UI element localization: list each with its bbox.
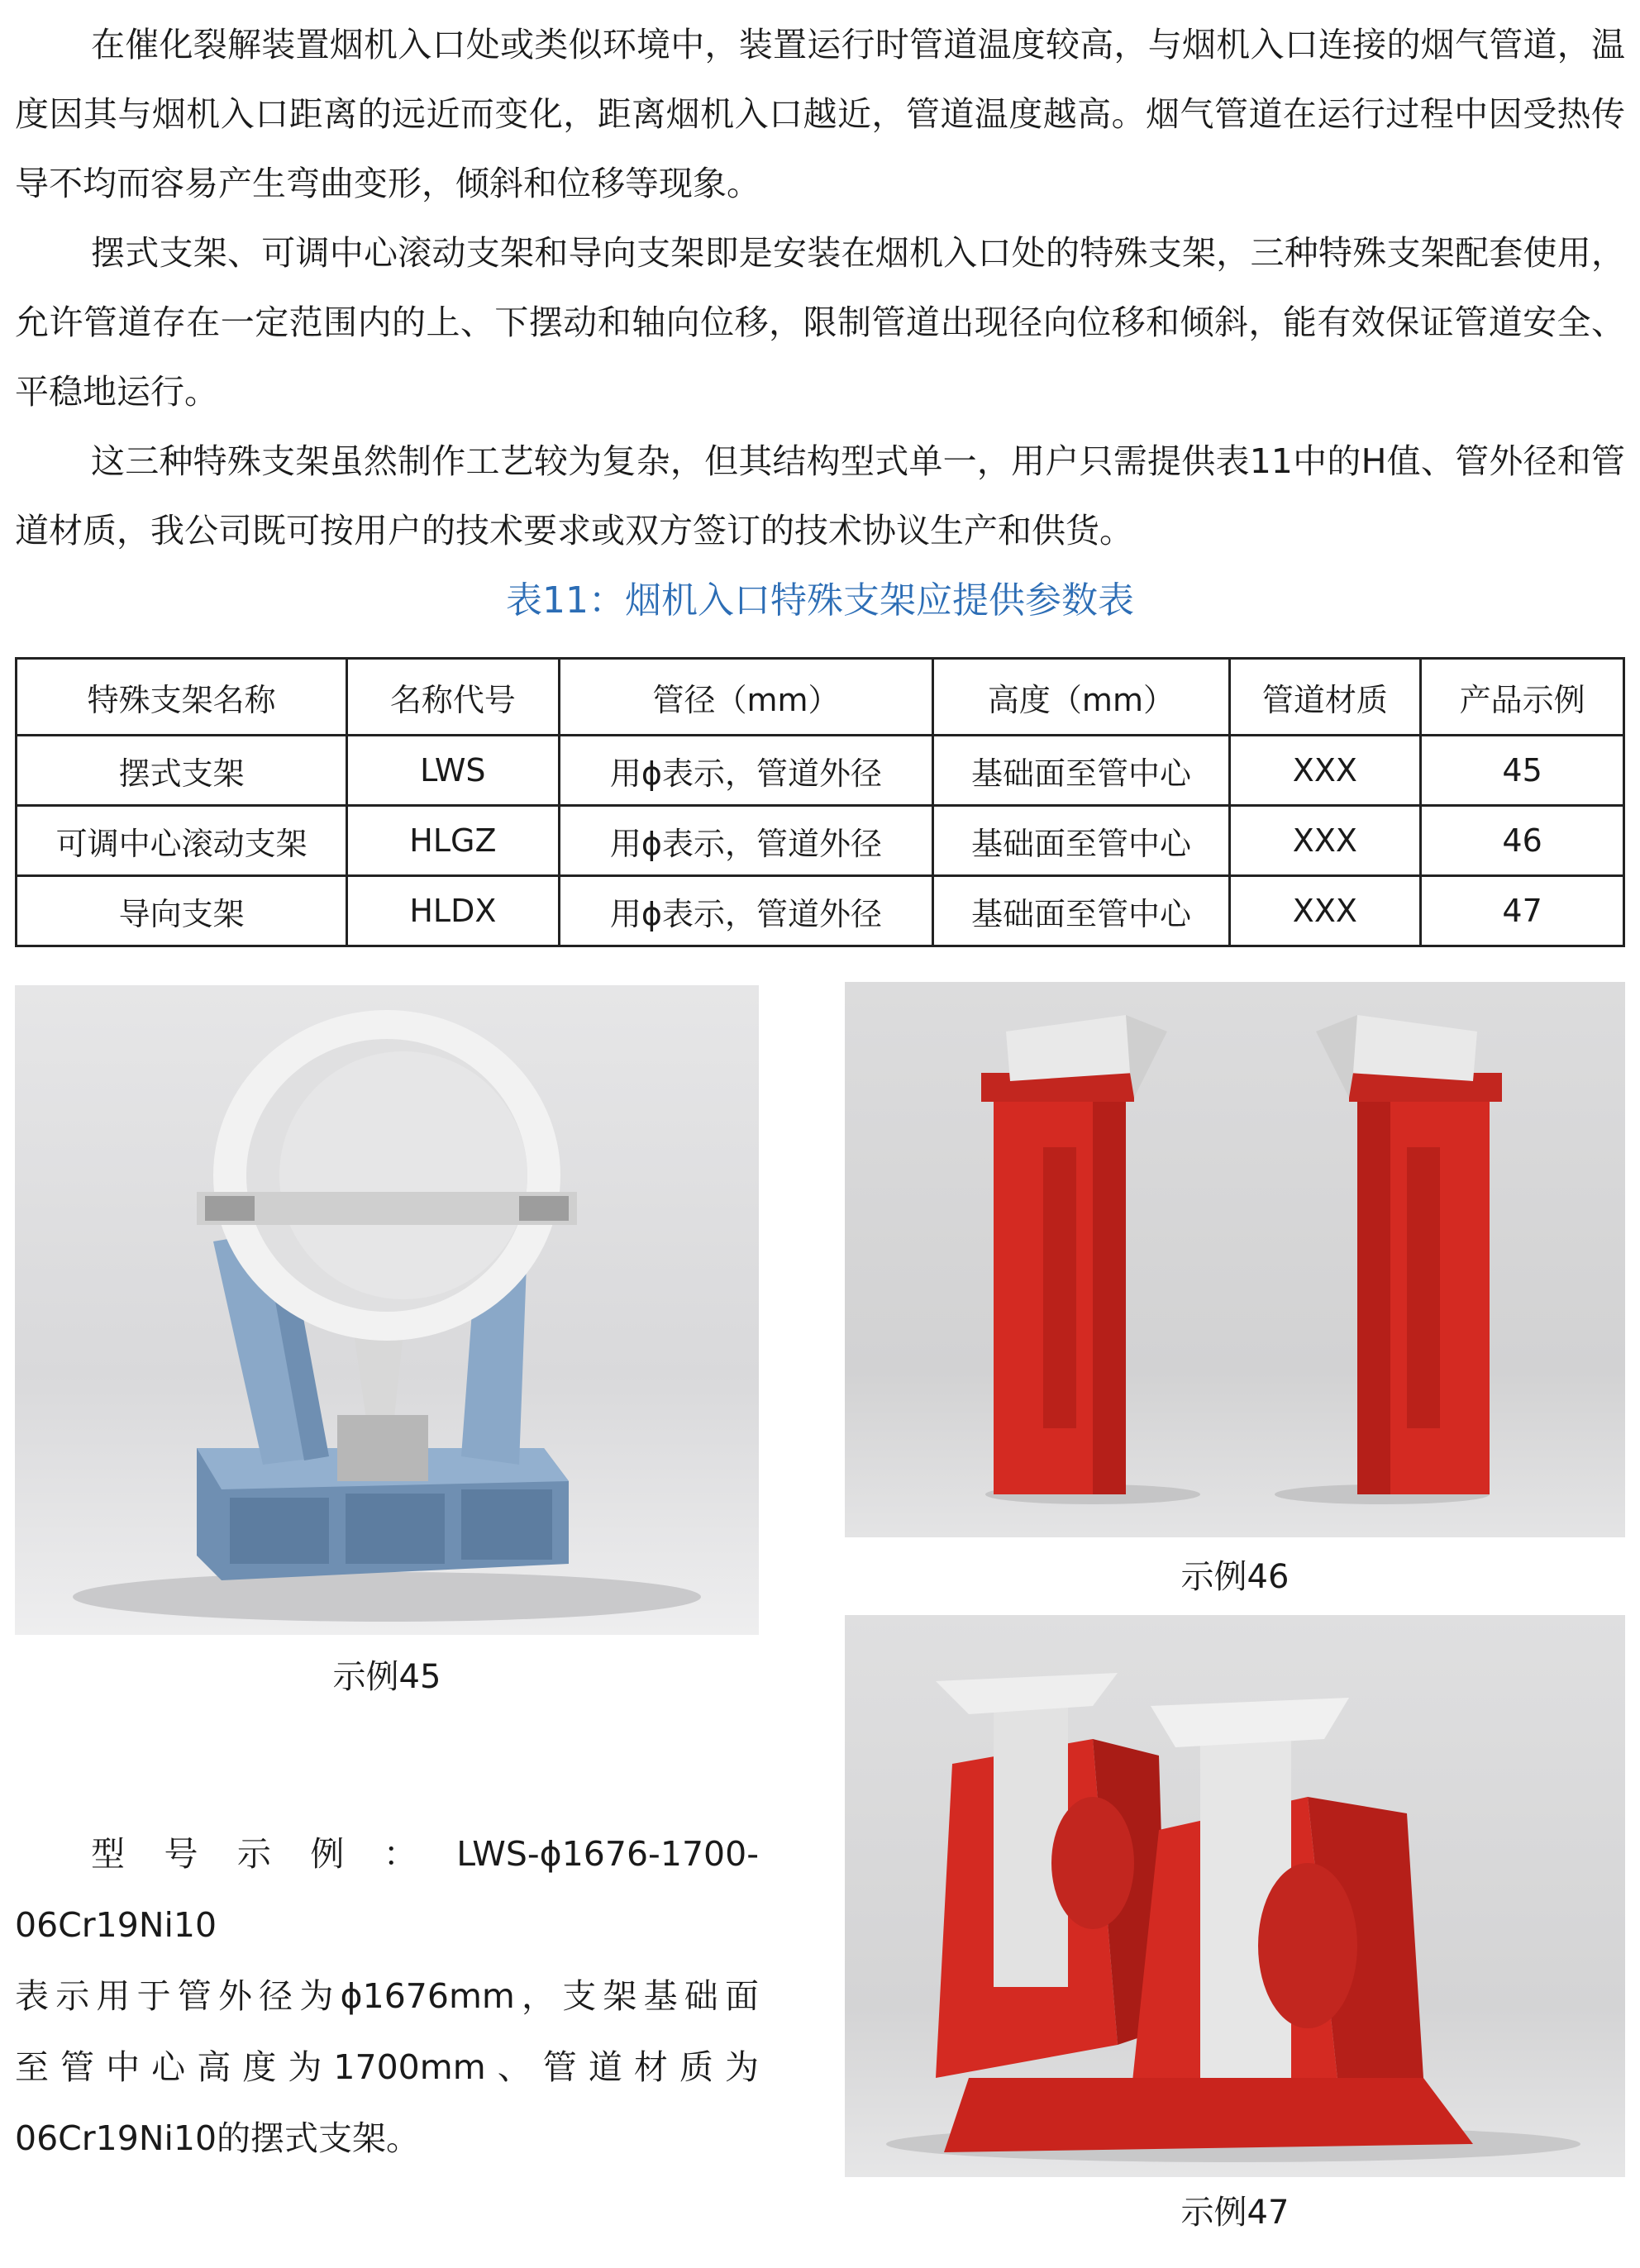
cell-code: HLDX: [347, 876, 559, 946]
cell-product-example: 47: [1421, 876, 1624, 946]
cell-height: 基础面至管中心: [933, 736, 1229, 806]
cell-support-name: 可调中心滚动支架: [17, 806, 347, 876]
example-46-photo: [845, 982, 1625, 1537]
cell-pipe-material: XXX: [1229, 736, 1421, 806]
example-47-photo: [845, 1615, 1625, 2177]
model-example-line: 06Cr19Ni10的摆式支架。: [15, 2118, 421, 2158]
table-row: [17, 876, 1624, 946]
header-support-name: 特殊支架名称: [17, 659, 347, 736]
header-product-example: 产品示例: [1421, 659, 1624, 736]
cell-product-example: 46: [1421, 806, 1624, 876]
table-title: 表11：烟机入口特殊支架应提供参数表: [506, 579, 1134, 622]
example-47-caption: 示例47: [1180, 2194, 1290, 2232]
example-46-caption: 示例46: [1180, 1558, 1290, 1596]
cell-pipe-material: XXX: [1229, 806, 1421, 876]
cell-pipe-diameter: 用ϕ表示，管道外径: [559, 736, 933, 806]
rolling-support-illustration: [845, 982, 1625, 1537]
model-example-line: 至管中心高度为1700mm、管道材质为: [15, 2047, 759, 2087]
model-example-line: 型号示例：LWS-ϕ1676-1700-06Cr19Ni10: [15, 1834, 759, 1945]
example-45-caption: 示例45: [332, 1658, 441, 1696]
cell-product-example: 45: [1421, 736, 1624, 806]
table-header-row: [17, 659, 1624, 736]
intro-paragraph-3: 这三种特殊支架虽然制作工艺较为复杂，但其结构型式单一，用户只需提供表11中的H值、管外径和管道材质，我公司既可按用户的技术要求或双方签订的技术协议生产和供货。: [15, 441, 1625, 550]
cell-pipe-material: XXX: [1229, 876, 1421, 946]
table-row: [17, 806, 1624, 876]
model-example: [15, 1818, 759, 2174]
cell-pipe-diameter: 用ϕ表示，管道外径: [559, 876, 933, 946]
header-height: 高度（mm）: [933, 659, 1229, 736]
header-code: 名称代号: [347, 659, 559, 736]
header-pipe-diameter: 管径（mm）: [559, 659, 933, 736]
intro-paragraph-1: 在催化裂解装置烟机入口处或类似环境中，装置运行时管道温度较高，与烟机入口连接的烟气管道，温度因其与烟机入口距离的远近而变化，距离烟机入口越近，管道温度越高。烟气管道在运行过程中因受热传导不均而容易产生弯曲变形，倾斜和位移等现象。: [15, 25, 1625, 203]
cell-code: HLGZ: [347, 806, 559, 876]
pendulum-support-illustration: [15, 985, 759, 1635]
model-example-line: 表示用于管外径为ϕ1676mm，支架基础面: [15, 1976, 759, 2016]
parameter-table: [15, 657, 1625, 947]
intro-paragraph-2: 摆式支架、可调中心滚动支架和导向支架即是安装在烟机入口处的特殊支架，三种特殊支架配套使用，允许管道存在一定范围内的上、下摆动和轴向位移，限制管道出现径向位移和倾斜，能有效保证管道安全、平稳地运行。: [15, 233, 1625, 412]
cell-height: 基础面至管中心: [933, 806, 1229, 876]
guide-support-illustration: [845, 1615, 1625, 2177]
cell-support-name: 导向支架: [17, 876, 347, 946]
cell-support-name: 摆式支架: [17, 736, 347, 806]
header-pipe-material: 管道材质: [1229, 659, 1421, 736]
cell-code: LWS: [347, 736, 559, 806]
cell-pipe-diameter: 用ϕ表示，管道外径: [559, 806, 933, 876]
table-row: [17, 736, 1624, 806]
example-45-photo: [15, 985, 759, 1635]
cell-height: 基础面至管中心: [933, 876, 1229, 946]
